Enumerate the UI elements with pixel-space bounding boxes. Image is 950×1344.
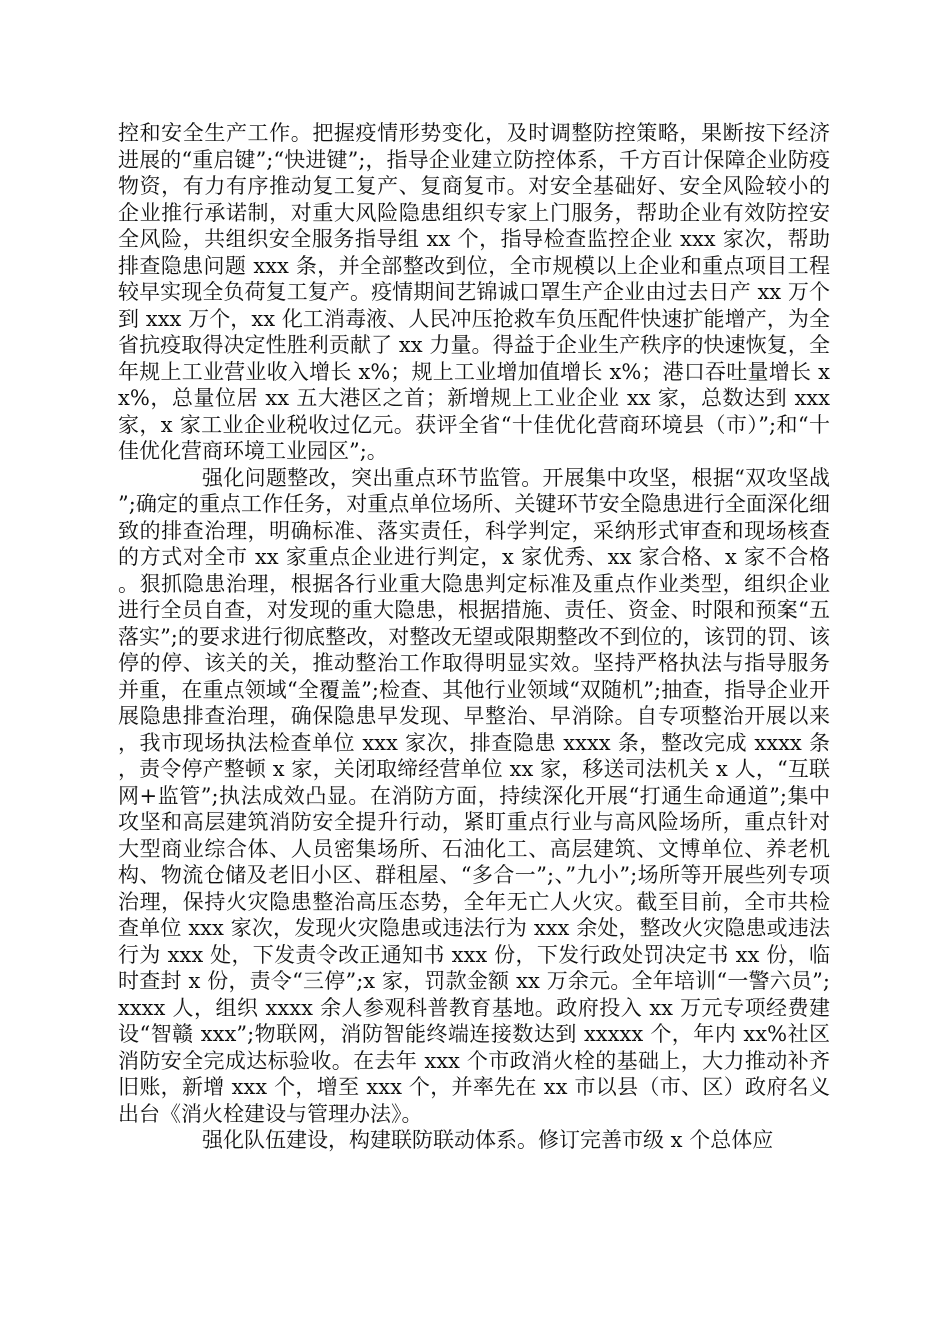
paragraph-epidemic-recovery: 控和安全生产工作。把握疫情形势变化，及时调整防控策略，果断按下经济进展的“重启键”;“快进键”;，指导企业建立防控体系，千方百计保障企业防疫物资，有力有序推动复工复产、复商复市。对安全基础好、安全风险较小的企业推行承诺制，对重大风险隐患组织专家上门服务，帮助企业有效防控安全风险，共组织安全服务指导组 xx 个，指导检查监控企业 xxx 家次，帮助排查隐患问题 xxx 条，并全部整改到位，全市规模以上企业和重点项目工程较早实现全负荷复工复产。疫情期间艺锦诚口罩生产企业由过去日产 xx 万个到 xxx 万个，xx 化工消毒液、人民冲压抢救车负压配件快速扩能增产，为全省抗疫取得决定性胜利贡献了 xx 力量。得益于企业生产秩序的快速恢复，全年规上工业营业收入增长 x%；规上工业增加值增长 x%；港口吞吐量增长 xx%，总量位居 xx 五大港区之首；新增规上工业企业 xx 家，总数达到 xxx 家，x 家工业企业税收过亿元。获评全省“十佳优化营商环境县（市）”;和“十佳优化营商环境工业园区”;。 — [118, 121, 830, 463]
document-body — [118, 120, 830, 1154]
paragraph-problem-rectification: 强化问题整改，突出重点环节监管。开展集中攻坚，根据“双攻坚战”;确定的重点工作任务，对重点单位场所、关键环节安全隐患进行全面深化细致的排查治理，明确标准、落实责任，科学判定，采纳形式审查和现场核查的方式对全市 xx 家重点企业进行判定，x 家优秀、xx 家合格、x 家不合格。狠抓隐患治理，根据各行业重大隐患判定标准及重点作业类型，组织企业进行全员自查，对发现的重大隐患，根据措施、责任、资金、时限和预案“五落实”;的要求进行彻底整改，对整改无望或限期整改不到位的，该罚的罚、该停的停、该关的关，推动整治工作取得明显实效。坚持严格执法与指导服务并重，在重点领域“全覆盖”;检查、其他行业领域“双随机”;抽查，指导企业开展隐患排查治理，确保隐患早发现、早整治、早消除。自专项整治开展以来，我市现场执法检查单位 xxx 家次，排查隐患 xxxx 条，整改完成 xxxx 条，责令停产整顿 x 家，关闭取缔经营单位 xx 家，移送司法机关 x 人，“互联网+监管”;执法成效凸显。在消防方面，持续深化开展“打通生命通道”;集中攻坚和高层建筑消防安全提升行动，紧盯重点行业与高风险场所，重点针对大型商业综合体、人员密集场所、石油化工、高层建筑、文博单位、养老机构、物流仓储及老旧小区、群租屋、“多合一”;、”九小”;场所等开展些列专项治理，保持火灾隐患整治高压态势，全年无亡人火灾。截至目前，全市共检查单位 xxx 家次，发现火灾隐患或违法行为 xxx 余处，整改火灾隐患或违法行为 xxx 处，下发责令改正通知书 xxx 份，下发行政处罚决定书 xx 份，临时查封 x 份，责令“三停”;x 家，罚款金额 xx 万余元。全年培训“一警六员”;xxxx 人，组织 xxxx 余人参观科普教育基地。政府投入 xx 万元专项经费建设“智赣 xxx”;物联网，消防智能终端连接数达到 xxxxx 个，年内 xx%社区消防安全完成达标验收。在去年 xxx 个市政消火栓的基础上，大力推动补齐旧账，新增 xxx 个，增至 xxx 个，并率先在 xx 市以县（市、区）政府名义出台《消火栓建设与管理办法》。 — [118, 465, 830, 1126]
paragraph-team-building: 强化队伍建设，构建联防联动体系。修订完善市级 x 个总体应 — [202, 1128, 774, 1152]
